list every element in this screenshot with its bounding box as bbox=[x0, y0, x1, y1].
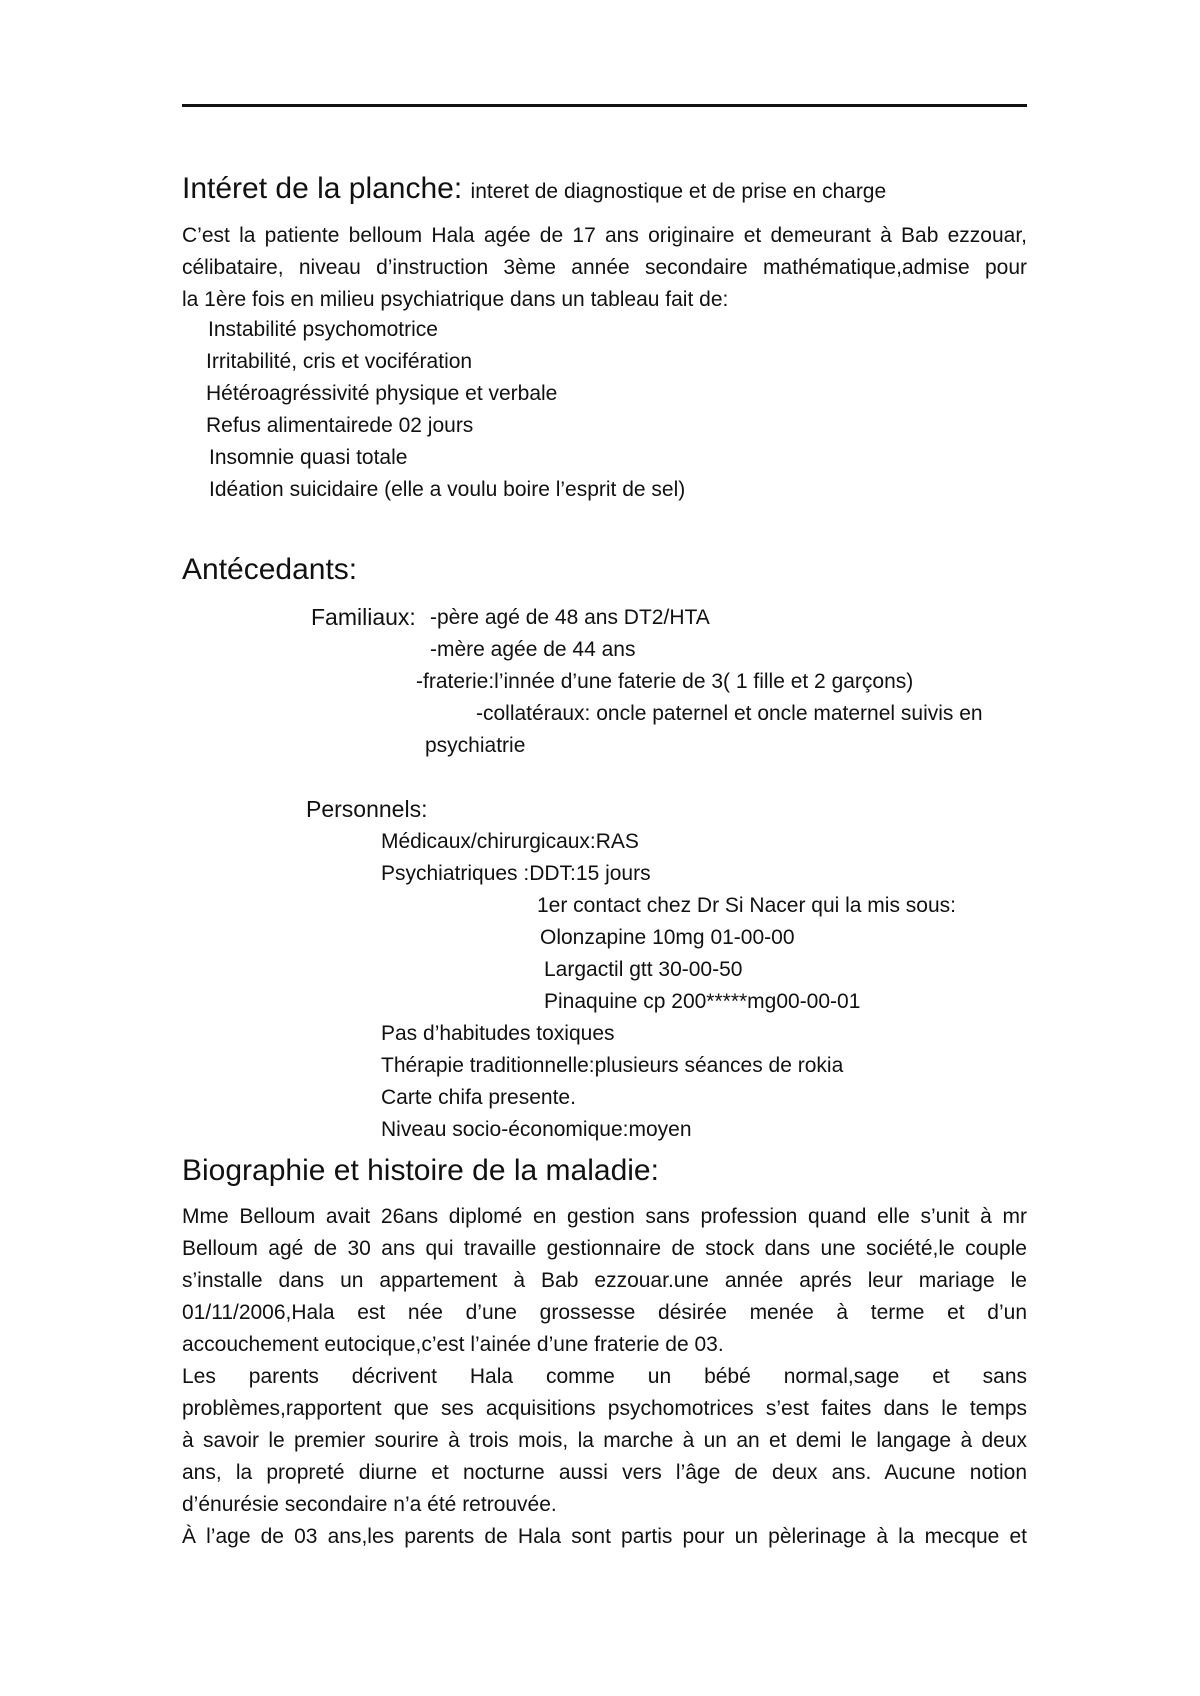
treatment-line: 1er contact chez Dr Si Nacer qui la mis sous: bbox=[537, 894, 956, 917]
intro-line: la 1ère fois en milieu psychiatrique dans un tableau fait de: bbox=[182, 288, 729, 311]
personnels-label: Personnels: bbox=[306, 796, 428, 822]
symptom-item: Idéation suicidaire (elle a voulu boire l’esprit de sel) bbox=[209, 478, 686, 501]
intro-line: C’est la patiente belloum Hala agée de 17 ans originaire et demeurant à Bab ezzouar, bbox=[182, 224, 1027, 247]
symptom-item: Refus alimentairede 02 jours bbox=[206, 414, 474, 437]
personnels-line: Psychiatriques :DDT:15 jours bbox=[381, 862, 651, 885]
treatment-line: Olonzapine 10mg 01-00-00 bbox=[540, 926, 795, 949]
biographie-line: ans, la propreté diurne et nocturne aussi vers l’âge de deux ans. Aucune notion bbox=[182, 1461, 1027, 1484]
top-rule bbox=[182, 104, 1027, 107]
personnels-other-line: Pas d’habitudes toxiques bbox=[381, 1022, 615, 1045]
biographie-line: Mme Belloum avait 26ans diplomé en gestion sans profession quand elle s’unit à mr bbox=[182, 1205, 1027, 1228]
personnels-other-line: Carte chifa presente. bbox=[381, 1086, 576, 1109]
biographie-line: problèmes,rapportent que ses acquisitions psychomotrices s’est faites dans le temps bbox=[182, 1397, 1027, 1420]
biographie-line: d’énurésie secondaire n’a été retrouvée. bbox=[182, 1493, 557, 1516]
biographie-heading: Biographie et histoire de la maladie: bbox=[182, 1154, 659, 1187]
personnels-line: Médicaux/chirurgicaux:RAS bbox=[381, 830, 639, 853]
biographie-text bbox=[182, 1201, 1027, 1553]
biographie-line: Les parents décrivent Hala comme un bébé normal,sage et sans bbox=[182, 1365, 1027, 1388]
treatment-line: Pinaquine cp 200*****mg00-00-01 bbox=[544, 990, 861, 1013]
interet-subtitle: interet de diagnostique et de prise en charge bbox=[470, 180, 887, 203]
biographie-line: à savoir le premier sourire à trois mois, la marche à un an et demi le langage à deux bbox=[182, 1429, 1027, 1452]
personnels-other-line: Thérapie traditionnelle:plusieurs séances de rokia bbox=[381, 1054, 844, 1077]
personnels-other-line: Niveau socio-économique:moyen bbox=[381, 1118, 692, 1141]
intro-line: célibataire, niveau d’instruction 3ème année secondaire mathématique,admise pour bbox=[182, 256, 1027, 279]
biographie-line: accouchement eutocique,c’est l’ainée d’une fraterie de 03. bbox=[182, 1333, 724, 1356]
familiaux-line: -collatéraux: oncle paternel et oncle maternel suivis en bbox=[476, 702, 983, 725]
interet-heading bbox=[182, 172, 886, 209]
biographie-line: 01/11/2006,Hala est née d’une grossesse désirée menée à terme et d’un bbox=[182, 1301, 1027, 1324]
treatment-line: Largactil gtt 30-00-50 bbox=[544, 958, 743, 981]
intro-paragraph bbox=[182, 220, 1027, 316]
interet-title: Intéret de la planche: bbox=[182, 172, 463, 205]
familiaux-line: -fraterie:l’innée d’une faterie de 3( 1 fille et 2 garçons) bbox=[416, 670, 914, 693]
symptom-item: Insomnie quasi totale bbox=[209, 446, 408, 469]
biographie-line: s’installe dans un appartement à Bab ezzouar.une année aprés leur mariage le bbox=[182, 1269, 1027, 1292]
symptom-item: Irritabilité, cris et vocifération bbox=[206, 350, 473, 373]
symptom-item: Hétéroagréssivité physique et verbale bbox=[206, 382, 558, 405]
familiaux-label: Familiaux: bbox=[311, 604, 416, 630]
biographie-line: À l’age de 03 ans,les parents de Hala sont partis pour un pèlerinage à la mecque et bbox=[182, 1525, 1027, 1548]
familiaux-line: -mère agée de 44 ans bbox=[430, 638, 636, 661]
familiaux-line: psychiatrie bbox=[425, 734, 526, 757]
antecedants-heading: Antécedants: bbox=[182, 553, 358, 586]
biographie-line: Belloum agé de 30 ans qui travaille gestionnaire de stock dans une société,le couple bbox=[182, 1237, 1027, 1260]
familiaux-line: -père agé de 48 ans DT2/HTA bbox=[430, 606, 710, 629]
symptom-item: Instabilité psychomotrice bbox=[208, 318, 438, 341]
